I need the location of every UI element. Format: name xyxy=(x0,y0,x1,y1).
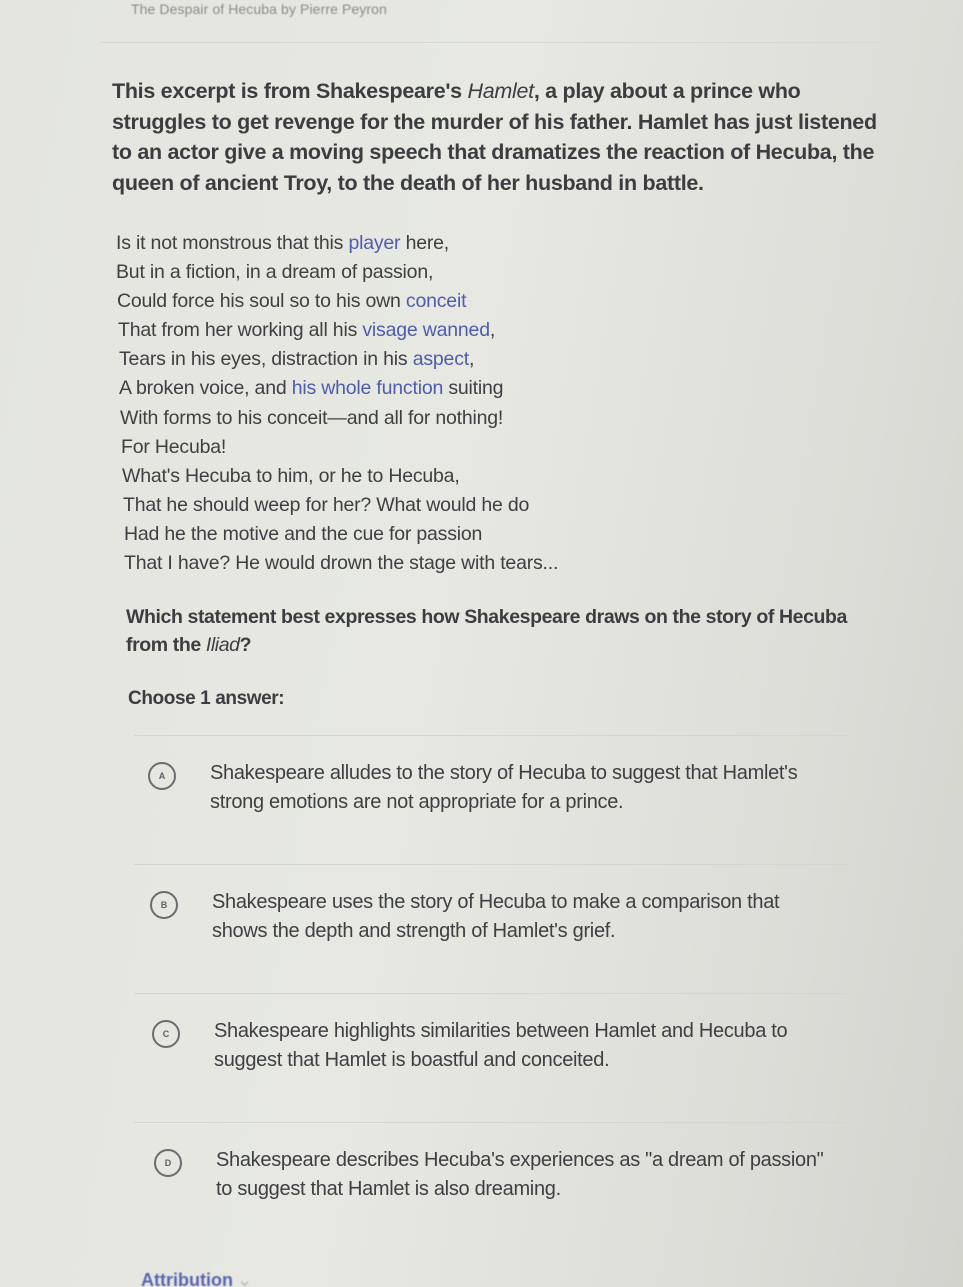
question-prompt xyxy=(126,603,886,659)
image-caption: The Despair of Hecuba by Pierre Peyron xyxy=(131,1,387,17)
poem-line xyxy=(116,345,816,374)
choose-answer-label: Choose 1 answer: xyxy=(128,688,285,709)
poem-line xyxy=(116,316,816,345)
choice-d[interactable] xyxy=(130,1123,850,1251)
radio-a-icon[interactable]: A xyxy=(148,762,176,790)
attribution-link[interactable] xyxy=(141,1270,252,1287)
poem-excerpt xyxy=(116,229,816,578)
gloss-link-visage-wanned[interactable]: visage wanned xyxy=(362,319,490,342)
poem-line xyxy=(116,404,816,433)
poem-line xyxy=(116,433,816,462)
gloss-link-conceit[interactable]: conceit xyxy=(405,290,467,313)
poem-text: But in a fiction, in a dream of passion, xyxy=(116,261,434,284)
gloss-link-player[interactable]: player xyxy=(348,232,401,254)
poem-line xyxy=(116,491,816,520)
poem-text: A broken voice, and xyxy=(119,377,292,400)
choice-c-text: Shakespeare highlights similarities between Hamlet and Hecuba to suggest that Hamlet is boastful and conceited. xyxy=(214,1020,788,1071)
poem-text: here, xyxy=(400,232,450,254)
poem-text: Tears in his eyes, distraction in his xyxy=(119,348,413,371)
choice-b[interactable] xyxy=(130,865,850,993)
poem-text: suiting xyxy=(443,377,504,400)
poem-line xyxy=(116,258,816,287)
poem-text: That I have? He would drown the stage with tears... xyxy=(124,552,559,575)
choice-a-text: Shakespeare alludes to the story of Hecuba to suggest that Hamlet's strong emotions are not appropriate for a prince. xyxy=(210,762,798,813)
poem-text: , xyxy=(468,348,475,371)
gloss-link-aspect[interactable]: aspect xyxy=(412,348,469,371)
poem-text: That he should weep for her? What would he do xyxy=(123,493,530,516)
poem-line xyxy=(116,374,816,403)
poem-line xyxy=(116,549,816,578)
radio-d-icon[interactable]: D xyxy=(154,1149,182,1177)
radio-b-icon[interactable]: B xyxy=(150,891,178,919)
gloss-link-whole-function[interactable]: his whole function xyxy=(291,377,444,400)
poem-text: Could force his soul so to his own xyxy=(117,290,406,313)
poem-text: Is it not monstrous that this xyxy=(116,232,349,254)
attribution-label: Attribution xyxy=(141,1270,233,1287)
answer-choices xyxy=(130,735,850,1251)
choice-d-text: Shakespeare describes Hecuba's experiences as "a dream of passion" to suggest that Hamlet is also dreaming. xyxy=(216,1149,824,1200)
poem-text: For Hecuba! xyxy=(121,435,227,458)
poem-text: With forms to his conceit—and all for nothing! xyxy=(120,406,504,429)
intro-title-hamlet: Hamlet xyxy=(467,79,534,103)
poem-line xyxy=(116,287,816,316)
poem-text: Had he the motive and the cue for passion xyxy=(124,522,483,545)
choice-c[interactable] xyxy=(130,994,850,1122)
caption-divider xyxy=(100,42,880,43)
poem-line xyxy=(116,462,816,491)
intro-text-1: This excerpt is from Shakespeare's xyxy=(112,79,468,103)
question-title-iliad: Iliad xyxy=(205,634,240,656)
choice-b-text: Shakespeare uses the story of Hecuba to make a comparison that shows the depth and strength of Hamlet's grief. xyxy=(212,891,780,942)
radio-c-icon[interactable]: C xyxy=(152,1020,180,1048)
chevron-down-icon: ⌄ xyxy=(236,1270,253,1287)
poem-text: That from her working all his xyxy=(118,319,363,342)
poem-text: , xyxy=(489,319,496,342)
poem-line xyxy=(116,229,816,258)
poem-line xyxy=(116,520,816,549)
passage-intro xyxy=(112,76,892,198)
question-text-2: ? xyxy=(239,634,252,656)
poem-text: What's Hecuba to him, or he to Hecuba, xyxy=(122,464,460,487)
question-text-1: Which statement best expresses how Shakespeare draws on the story of Hecuba from the xyxy=(126,606,847,656)
intro-text-2: , a play about a prince who struggles to get revenge for the murder of his father. Hamlet has just listened to an actor give a moving speech that dramatizes the reaction of Hecuba, the queen of ancient Troy, to the death of her husband in battle. xyxy=(112,79,877,195)
choice-a[interactable] xyxy=(130,736,850,864)
